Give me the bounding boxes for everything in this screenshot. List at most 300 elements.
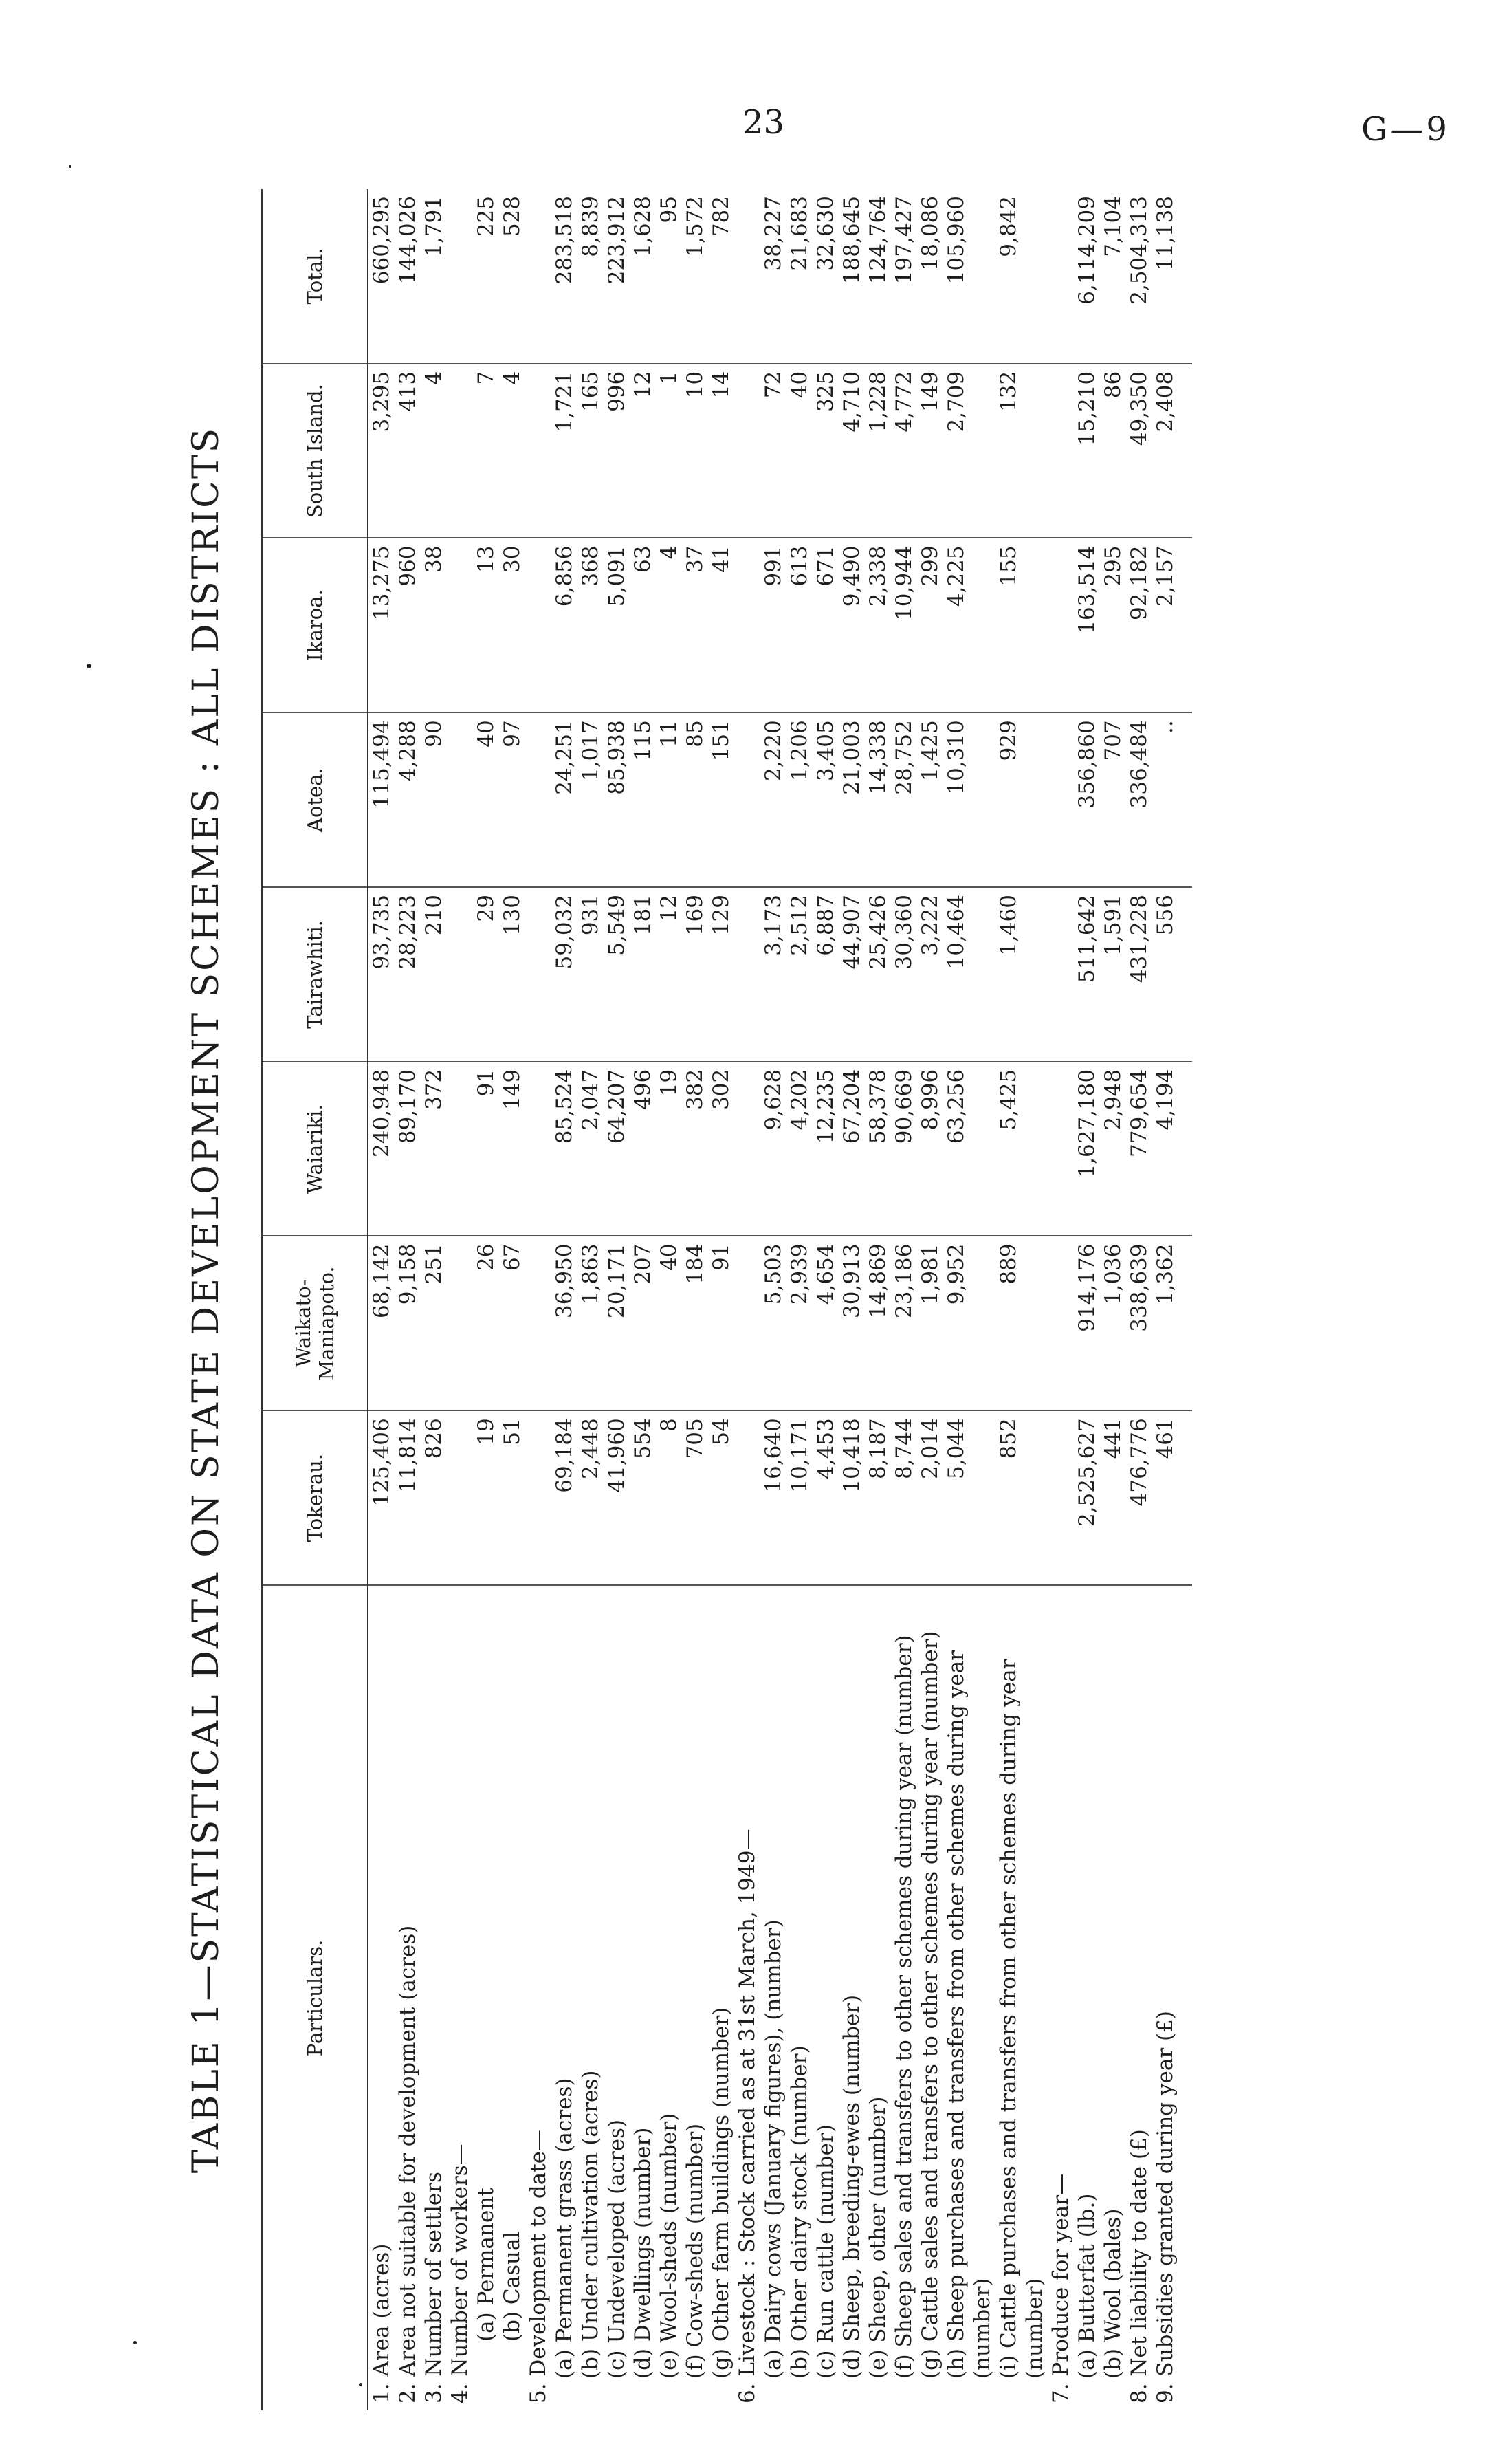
row-label-cell <box>604 1585 630 2410</box>
value-cell: 382 <box>682 1062 708 1236</box>
value-cell: 115 <box>630 712 656 887</box>
value-cell: 4,710 <box>839 364 865 538</box>
row-label: (d) Dwellings (number) <box>630 2127 655 2379</box>
value-cell: 129 <box>708 887 734 1062</box>
value-cell: 5,091 <box>604 538 630 713</box>
value-cell <box>1048 712 1074 887</box>
value-cell: 528 <box>499 189 525 364</box>
value-cell: 181 <box>630 887 656 1062</box>
row-label: 9. Subsidies granted during year (£) <box>1153 2011 1178 2403</box>
value-cell: 1,425 <box>917 712 943 887</box>
value-cell: 3,222 <box>917 887 943 1062</box>
row-label: (a) Permanent <box>474 2188 498 2342</box>
row-label: (c) Undeveloped (acres) <box>604 2119 629 2379</box>
value-cell <box>734 887 760 1062</box>
value-cell: 63 <box>630 538 656 713</box>
row-label: (b) Casual <box>500 2231 525 2342</box>
speck-mark <box>87 664 91 668</box>
value-cell: 30,913 <box>839 1236 865 1411</box>
table-row <box>604 189 630 2410</box>
value-cell: 2,157 <box>1152 538 1192 713</box>
row-label-cell <box>1126 1585 1152 2410</box>
value-cell: 1,362 <box>1152 1236 1192 1411</box>
value-cell: 1,591 <box>1100 887 1126 1062</box>
value-cell: 44,907 <box>839 887 865 1062</box>
value-cell: 4,202 <box>786 1062 813 1236</box>
row-label: 4. Number of workers— <box>448 2144 472 2403</box>
value-cell <box>1048 887 1074 1062</box>
value-cell: 64,207 <box>604 1062 630 1236</box>
table-row <box>630 189 656 2410</box>
value-cell: 4,453 <box>813 1410 839 1585</box>
row-label: (h) Sheep purchases and transfers from other schemes during year (number) <box>944 1650 995 2379</box>
value-cell: 40 <box>473 712 499 887</box>
row-label-cell <box>943 1585 995 2410</box>
value-cell: 14,869 <box>865 1236 891 1411</box>
column-header: Aotea. <box>262 712 368 887</box>
value-cell: 1 <box>656 364 682 538</box>
value-cell: 852 <box>995 1410 1048 1585</box>
value-cell <box>447 1410 473 1585</box>
value-cell: 2,220 <box>760 712 786 887</box>
row-label: (f) Cow-sheds (number) <box>683 2123 707 2379</box>
value-cell <box>1048 364 1074 538</box>
value-cell: 413 <box>395 364 421 538</box>
value-cell <box>1048 538 1074 713</box>
value-cell: 90,669 <box>891 1062 917 1236</box>
value-cell <box>525 887 551 1062</box>
value-cell: 8,744 <box>891 1410 917 1585</box>
row-label-cell <box>630 1585 656 2410</box>
value-cell <box>525 1410 551 1585</box>
value-cell: 3,295 <box>368 364 395 538</box>
value-cell <box>734 1410 760 1585</box>
row-label-cell <box>551 1585 577 2410</box>
value-cell: 13 <box>473 538 499 713</box>
column-header: South Island. <box>262 364 368 538</box>
value-cell: 2,939 <box>786 1236 813 1411</box>
value-cell: 51 <box>499 1410 525 1585</box>
value-cell: 144,026 <box>395 189 421 364</box>
value-cell <box>447 887 473 1062</box>
row-label: 6. Livestock : Stock carried as at 31st March, 1949— <box>735 1829 760 2403</box>
value-cell <box>1048 1410 1074 1585</box>
value-cell: 4,194 <box>1152 1062 1192 1236</box>
value-cell: 90 <box>421 712 447 887</box>
value-cell: 2,448 <box>577 1410 604 1585</box>
value-cell: 338,639 <box>1126 1236 1152 1411</box>
value-cell: 4,288 <box>395 712 421 887</box>
value-cell: 5,503 <box>760 1236 786 1411</box>
value-cell <box>447 1062 473 1236</box>
value-cell: 1,721 <box>551 364 577 538</box>
value-cell: 914,176 <box>1074 1236 1100 1411</box>
value-cell: 149 <box>917 364 943 538</box>
value-cell: 91 <box>473 1062 499 1236</box>
value-cell: 15,210 <box>1074 364 1100 538</box>
value-cell: 11,814 <box>395 1410 421 1585</box>
value-cell: 29 <box>473 887 499 1062</box>
table-row <box>473 189 499 2410</box>
table-row <box>813 189 839 2410</box>
row-label-cell <box>708 1585 734 2410</box>
value-cell: 93,735 <box>368 887 395 1062</box>
row-label-cell <box>525 1585 551 2410</box>
value-cell: 496 <box>630 1062 656 1236</box>
table-row <box>760 189 786 2410</box>
table-row <box>525 189 551 2410</box>
row-label: (g) Other farm buildings (number) <box>709 2007 734 2379</box>
value-cell: 69,184 <box>551 1410 577 1585</box>
value-cell <box>447 712 473 887</box>
value-cell: 707 <box>1100 712 1126 887</box>
value-cell: 556 <box>1152 887 1192 1062</box>
row-label: (f) Sheep sales and transfers to other schemes during year (number) <box>892 1635 916 2379</box>
table-row <box>368 189 395 2410</box>
row-label: 7. Produce for year— <box>1048 2173 1073 2403</box>
value-cell: 461 <box>1152 1410 1192 1585</box>
value-cell: 40 <box>656 1236 682 1411</box>
rotated-table-region <box>175 189 1399 2410</box>
value-cell: 931 <box>577 887 604 1062</box>
value-cell: 91 <box>708 1236 734 1411</box>
value-cell: 163,514 <box>1074 538 1100 713</box>
value-cell: 4 <box>499 364 525 538</box>
value-cell: 1,460 <box>995 887 1048 1062</box>
value-cell: 2,047 <box>577 1062 604 1236</box>
row-label-cell <box>395 1585 421 2410</box>
value-cell <box>734 538 760 713</box>
value-cell: 705 <box>682 1410 708 1585</box>
value-cell: 32,630 <box>813 189 839 364</box>
header-row <box>262 189 368 2410</box>
column-header: Waikato-Maniapoto. <box>262 1236 368 1411</box>
value-cell: 92,182 <box>1126 538 1152 713</box>
value-cell: 132 <box>995 364 1048 538</box>
value-cell: 929 <box>995 712 1048 887</box>
value-cell: 86 <box>1100 364 1126 538</box>
value-cell: 19 <box>656 1062 682 1236</box>
value-cell <box>447 364 473 538</box>
row-label-cell <box>865 1585 891 2410</box>
row-label-cell <box>995 1585 1048 2410</box>
value-cell: 3,173 <box>760 887 786 1062</box>
value-cell: 1,628 <box>630 189 656 364</box>
value-cell: 54 <box>708 1410 734 1585</box>
row-label-cell <box>682 1585 708 2410</box>
value-cell: 991 <box>760 538 786 713</box>
value-cell: 671 <box>813 538 839 713</box>
value-cell <box>734 712 760 887</box>
row-label-cell <box>760 1585 786 2410</box>
value-cell: 431,228 <box>1126 887 1152 1062</box>
value-cell: 8,996 <box>917 1062 943 1236</box>
value-cell: 18,086 <box>917 189 943 364</box>
value-cell <box>525 712 551 887</box>
row-label-cell <box>917 1585 943 2410</box>
value-cell: 21,683 <box>786 189 813 364</box>
value-cell: 21,003 <box>839 712 865 887</box>
value-cell: 25,426 <box>865 887 891 1062</box>
value-cell: 782 <box>708 189 734 364</box>
value-cell: 49,350 <box>1126 364 1152 538</box>
value-cell: 11,138 <box>1152 189 1192 364</box>
table-row <box>734 189 760 2410</box>
value-cell: 7 <box>473 364 499 538</box>
table-row <box>943 189 995 2410</box>
table-row <box>447 189 473 2410</box>
value-cell: 10,171 <box>786 1410 813 1585</box>
value-cell: 6,887 <box>813 887 839 1062</box>
value-cell: 10 <box>682 364 708 538</box>
row-label: (a) Butterfat (lb.) <box>1075 2193 1099 2379</box>
value-cell: 63,256 <box>943 1062 995 1236</box>
value-cell: 85,938 <box>604 712 630 887</box>
value-cell: 207 <box>630 1236 656 1411</box>
value-cell: 149 <box>499 1062 525 1236</box>
value-cell: 68,142 <box>368 1236 395 1411</box>
value-cell: 1,627,180 <box>1074 1062 1100 1236</box>
value-cell: 16,640 <box>760 1410 786 1585</box>
value-cell <box>525 189 551 364</box>
column-header: Tairawhiti. <box>262 887 368 1062</box>
value-cell: 6,856 <box>551 538 577 713</box>
value-cell: 30,360 <box>891 887 917 1062</box>
table-row <box>577 189 604 2410</box>
table-row <box>1126 189 1152 2410</box>
value-cell: 826 <box>421 1410 447 1585</box>
value-cell: 12 <box>630 364 656 538</box>
column-header: Waiariki. <box>262 1062 368 1236</box>
value-cell: 5,549 <box>604 887 630 1062</box>
value-cell: 124,764 <box>865 189 891 364</box>
value-cell: 2,525,627 <box>1074 1410 1100 1585</box>
value-cell: 368 <box>577 538 604 713</box>
value-cell: 40 <box>786 364 813 538</box>
row-label: 3. Number of settlers <box>421 2172 446 2403</box>
row-label-cell <box>368 1585 395 2410</box>
value-cell: 325 <box>813 364 839 538</box>
row-label-cell <box>421 1585 447 2410</box>
value-cell: 554 <box>630 1410 656 1585</box>
value-cell: 151 <box>708 712 734 887</box>
value-cell: 10,944 <box>891 538 917 713</box>
row-label: (b) Under cultivation (acres) <box>578 2070 603 2379</box>
value-cell: 6,114,209 <box>1074 189 1100 364</box>
value-cell: 20,171 <box>604 1236 630 1411</box>
value-cell: 59,032 <box>551 887 577 1062</box>
value-cell: 996 <box>604 364 630 538</box>
value-cell: 1,863 <box>577 1236 604 1411</box>
row-label: (e) Wool-sheds (number) <box>657 2113 681 2379</box>
value-cell: 184 <box>682 1236 708 1411</box>
row-label: (a) Dairy cows (January figures), (number) <box>761 1919 786 2379</box>
value-cell <box>447 189 473 364</box>
value-cell: 13,275 <box>368 538 395 713</box>
table-title: TABLE 1—STATISTICAL DATA ON STATE DEVELOPMENT SCHEMES : ALL DISTRICTS <box>186 426 227 2174</box>
row-label-cell <box>1074 1585 1100 2410</box>
value-cell: 4 <box>656 538 682 713</box>
table-row <box>708 189 734 2410</box>
value-cell: 889 <box>995 1236 1048 1411</box>
value-cell: 779,654 <box>1126 1062 1152 1236</box>
row-label: (d) Sheep, breeding-ewes (number) <box>839 1994 864 2379</box>
row-label-cell <box>473 1585 499 2410</box>
value-cell: 19 <box>473 1410 499 1585</box>
value-cell: 960 <box>395 538 421 713</box>
value-cell: 336,484 <box>1126 712 1152 887</box>
value-cell: 67 <box>499 1236 525 1411</box>
value-cell: 72 <box>760 364 786 538</box>
table-row <box>656 189 682 2410</box>
value-cell: 85 <box>682 712 708 887</box>
value-cell: 28,223 <box>395 887 421 1062</box>
value-cell: 10,418 <box>839 1410 865 1585</box>
table-row <box>995 189 1048 2410</box>
value-cell <box>447 1236 473 1411</box>
value-cell <box>525 1236 551 1411</box>
row-label-cell <box>577 1585 604 2410</box>
value-cell: 2,338 <box>865 538 891 713</box>
value-cell: 4,225 <box>943 538 995 713</box>
row-label: 1. Area (acres) <box>369 2243 394 2403</box>
value-cell: 3,405 <box>813 712 839 887</box>
value-cell: 9,158 <box>395 1236 421 1411</box>
value-cell: 2,948 <box>1100 1062 1126 1236</box>
value-cell: 8,187 <box>865 1410 891 1585</box>
value-cell: 169 <box>682 887 708 1062</box>
value-cell: 295 <box>1100 538 1126 713</box>
value-cell: 14,338 <box>865 712 891 887</box>
value-cell: 2,014 <box>917 1410 943 1585</box>
value-cell: 2,512 <box>786 887 813 1062</box>
value-cell: 240,948 <box>368 1062 395 1236</box>
row-label-cell <box>1048 1585 1074 2410</box>
value-cell: 1,228 <box>865 364 891 538</box>
value-cell: 210 <box>421 887 447 1062</box>
value-cell: 4,772 <box>891 364 917 538</box>
value-cell: 11 <box>656 712 682 887</box>
value-cell: 58,378 <box>865 1062 891 1236</box>
column-header: Total. <box>262 189 368 364</box>
value-cell: 476,776 <box>1126 1410 1152 1585</box>
value-cell: 10,464 <box>943 887 995 1062</box>
row-label: (c) Run cattle (number) <box>813 2124 838 2379</box>
table-row <box>1152 189 1192 2410</box>
table-row <box>551 189 577 2410</box>
value-cell <box>447 538 473 713</box>
row-label-cell <box>499 1585 525 2410</box>
column-header: Tokerau. <box>262 1410 368 1585</box>
value-cell: 36,950 <box>551 1236 577 1411</box>
value-cell: 225 <box>473 189 499 364</box>
value-cell: 441 <box>1100 1410 1126 1585</box>
value-cell: 165 <box>577 364 604 538</box>
value-cell <box>734 189 760 364</box>
speck-mark <box>69 165 71 168</box>
table-row <box>395 189 421 2410</box>
value-cell: 155 <box>995 538 1048 713</box>
table-row <box>1074 189 1100 2410</box>
speck-mark <box>133 2341 137 2344</box>
row-label: (b) Wool (bales) <box>1101 2208 1125 2379</box>
row-label: (g) Cattle sales and transfers to other schemes during year (number) <box>918 1631 943 2379</box>
value-cell <box>734 1062 760 1236</box>
value-cell: 1,017 <box>577 712 604 887</box>
row-label: (e) Sheep, other (number) <box>866 2096 890 2379</box>
value-cell <box>1048 189 1074 364</box>
value-cell: 7,104 <box>1100 189 1126 364</box>
column-header: Particulars. <box>262 1585 368 2410</box>
value-cell: 9,490 <box>839 538 865 713</box>
value-cell: 26 <box>473 1236 499 1411</box>
value-cell: 2,408 <box>1152 364 1192 538</box>
value-cell: 23,186 <box>891 1236 917 1411</box>
value-cell: 41 <box>708 538 734 713</box>
value-cell: 95 <box>656 189 682 364</box>
value-cell: 12 <box>656 887 682 1062</box>
value-cell: 4 <box>421 364 447 538</box>
row-label-cell <box>447 1585 473 2410</box>
value-cell: .. <box>1152 712 1192 887</box>
value-cell: 38 <box>421 538 447 713</box>
value-cell: 511,642 <box>1074 887 1100 1062</box>
value-cell: 1,036 <box>1100 1236 1126 1411</box>
value-cell: 1,206 <box>786 712 813 887</box>
row-label: 2. Area not suitable for development (acres) <box>395 1925 420 2403</box>
table-row <box>1100 189 1126 2410</box>
value-cell: 302 <box>708 1062 734 1236</box>
value-cell: 105,960 <box>943 189 995 364</box>
value-cell: 125,406 <box>368 1410 395 1585</box>
value-cell: 115,494 <box>368 712 395 887</box>
table-row <box>421 189 447 2410</box>
value-cell: 188,645 <box>839 189 865 364</box>
value-cell: 10,310 <box>943 712 995 887</box>
table-row <box>891 189 917 2410</box>
value-cell <box>525 538 551 713</box>
table-row <box>499 189 525 2410</box>
value-cell: 2,504,313 <box>1126 189 1152 364</box>
value-cell: 372 <box>421 1062 447 1236</box>
value-cell: 251 <box>421 1236 447 1411</box>
value-cell: 37 <box>682 538 708 713</box>
row-label: (i) Cattle purchases and transfers from other schemes during year (number) <box>996 1659 1047 2379</box>
row-label-cell <box>734 1585 760 2410</box>
table-row <box>786 189 813 2410</box>
value-cell <box>1048 1236 1074 1411</box>
row-label-cell <box>813 1585 839 2410</box>
value-cell: 12,235 <box>813 1062 839 1236</box>
row-label-cell <box>786 1585 813 2410</box>
row-label: 5. Development to date— <box>526 2129 551 2403</box>
value-cell <box>734 1236 760 1411</box>
value-cell: 223,912 <box>604 189 630 364</box>
value-cell: 30 <box>499 538 525 713</box>
row-label-cell <box>1100 1585 1126 2410</box>
table-row <box>865 189 891 2410</box>
value-cell: 130 <box>499 887 525 1062</box>
row-label: (b) Other dairy stock (number) <box>787 2045 812 2379</box>
value-cell: 1,981 <box>917 1236 943 1411</box>
value-cell: 41,960 <box>604 1410 630 1585</box>
value-cell: 9,952 <box>943 1236 995 1411</box>
row-label: 8. Net liability to date (£) <box>1127 2129 1152 2403</box>
statistics-table <box>261 189 1192 2410</box>
value-cell <box>525 1062 551 1236</box>
row-label-cell <box>656 1585 682 2410</box>
value-cell <box>1048 1062 1074 1236</box>
